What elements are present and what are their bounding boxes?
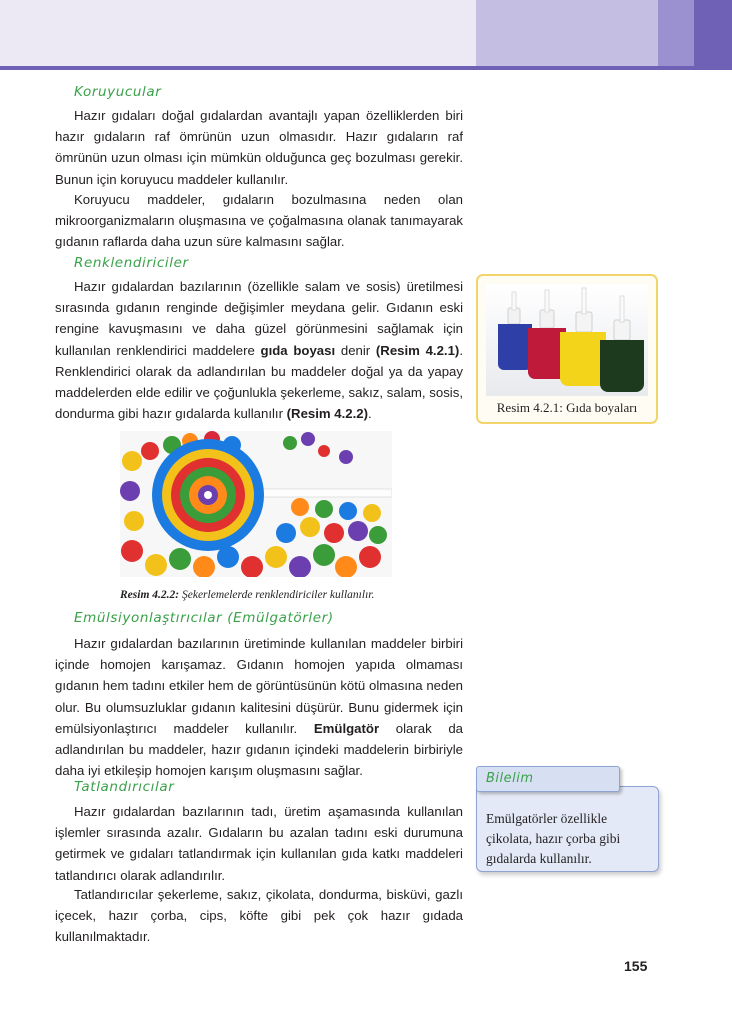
header-accent-light: [476, 0, 658, 66]
section-heading-preservatives: Koruyucular: [74, 84, 162, 100]
page-number: 155: [624, 958, 648, 974]
text-run: Hazır gıdalardan bazılarının (özellikle salam ve sosis) üretilmesi sırasında gıdanın renginde değişimler meydana gelir. Gıdanın eski rengine kavuşmasını ve daha güzel görünmesini sağlamak için kullanılan renklendirici maddelere: [55, 279, 463, 358]
food-dye-bottles-image: [486, 284, 648, 396]
lollipop-candies-image: [120, 431, 392, 577]
lollipop-candies-illustration: [120, 431, 392, 577]
text-run: .: [368, 406, 372, 422]
bold-term-emulsifier: Emülgatör: [313, 720, 380, 736]
info-box-title: Bilelim: [486, 771, 534, 786]
info-box-bilelim: [476, 786, 659, 872]
text-run: olarak da adlandırılan bu maddeler, hazır gıdanın içindeki maddelerin birbiriyle daha iyi etkileşip homojen karışım oluşmasını sağlar.: [55, 720, 463, 779]
header-accent-medium: [658, 0, 694, 66]
figure-caption-label: Resim 4.2.2:: [120, 589, 180, 601]
figure-caption-food-dye: Resim 4.2.1: Gıda boyaları: [496, 400, 638, 415]
paragraph-colorants-1: [55, 276, 463, 424]
figure-ref-4-2-2: (Resim 4.2.2): [286, 406, 369, 422]
text-run: denir: [335, 342, 376, 358]
text-run: Hazır gıdalardan bazılarının üretiminde kullanılan maddeler birbiri içinde homojen karışamaz. Gıdanın homojen yapıda olmaması gıdanın hem tadını etkiler hem de görüntüsünün kötü olmasına neden olur. Bu olumsuzluklar gıdanın kalitesini düşürür. Bunu gidermek için emülsiyonlaştırıcı maddeler kullanılır.: [55, 636, 463, 736]
paragraph-preservatives-2: Koruyucu maddeler, gıdaların bozulmasına neden olan mikroorganizmaların oluşmasına ve çoğalmasına olanak tanımayarak gıdanın raflarda daha uzun süre kalmasını sağlar.: [55, 192, 463, 250]
paragraph-preservatives-1: Hazır gıdaları doğal gıdalardan avantajlı yapan özelliklerden biri hazır gıdaların raf ömrünün uzun olmasıdır. Hazır gıdaların raf ömrünün uzun olması için mümkün olduğunca geç bozulması gerekir. Bunun için koruyucu maddeler kullanılır.: [55, 108, 463, 187]
info-box-tab: [476, 766, 620, 792]
figure-caption-candy: [120, 589, 430, 601]
section-heading-sweeteners: Tatlandırıcılar: [74, 779, 175, 795]
section-heading-emulsifiers: Emülsiyonlaştırıcılar (Emülgatörler): [74, 610, 334, 626]
food-dye-bottles-illustration: [486, 284, 648, 396]
figure-ref-4-2-1: (Resim 4.2.1): [375, 342, 460, 358]
figure-caption-text: Şekerlemelerde renklendiriciler kullanılır.: [179, 589, 375, 601]
header-accent-dark: [694, 0, 732, 66]
header-rule: [0, 66, 732, 70]
info-box-text: Emülgatörler özellikle çikolata, hazır çorba gibi gıdalarda kullanılır.: [486, 811, 621, 866]
bold-term-food-dye: gıda boyası: [260, 342, 336, 358]
paragraph-sweeteners-2: Tatlandırıcılar şekerleme, sakız, çikolata, dondurma, bisküvi, gazlı içecek, hazır çorba, cips, köfte gibi pek çok hazır gıdada kullanılmaktadır.: [55, 887, 463, 945]
section-heading-colorants: Renklendiriciler: [74, 255, 189, 271]
paragraph-sweeteners-1: Hazır gıdalardan bazılarının tadı, üretim aşamasında kullanılan işlemler sırasında azalır. Gıdaların bu azalan tadını eski durumuna getirmek ve gıdaları tatlandırmak için kullanılan gıda katkı maddeleri tatlandırıcı olarak adlandırılır.: [55, 804, 463, 883]
figure-food-dye-box: [476, 274, 658, 424]
text-run: . Renklendirici olarak da adlandırılan bu maddeler doğal ya da yapay maddelerden elde edilir ve çoğunlukla şekerleme, sakız, salam, sosis, dondurma gibi hazır gıdalarda kullanılır: [55, 342, 463, 422]
paragraph-emulsifiers-1: [55, 633, 463, 781]
